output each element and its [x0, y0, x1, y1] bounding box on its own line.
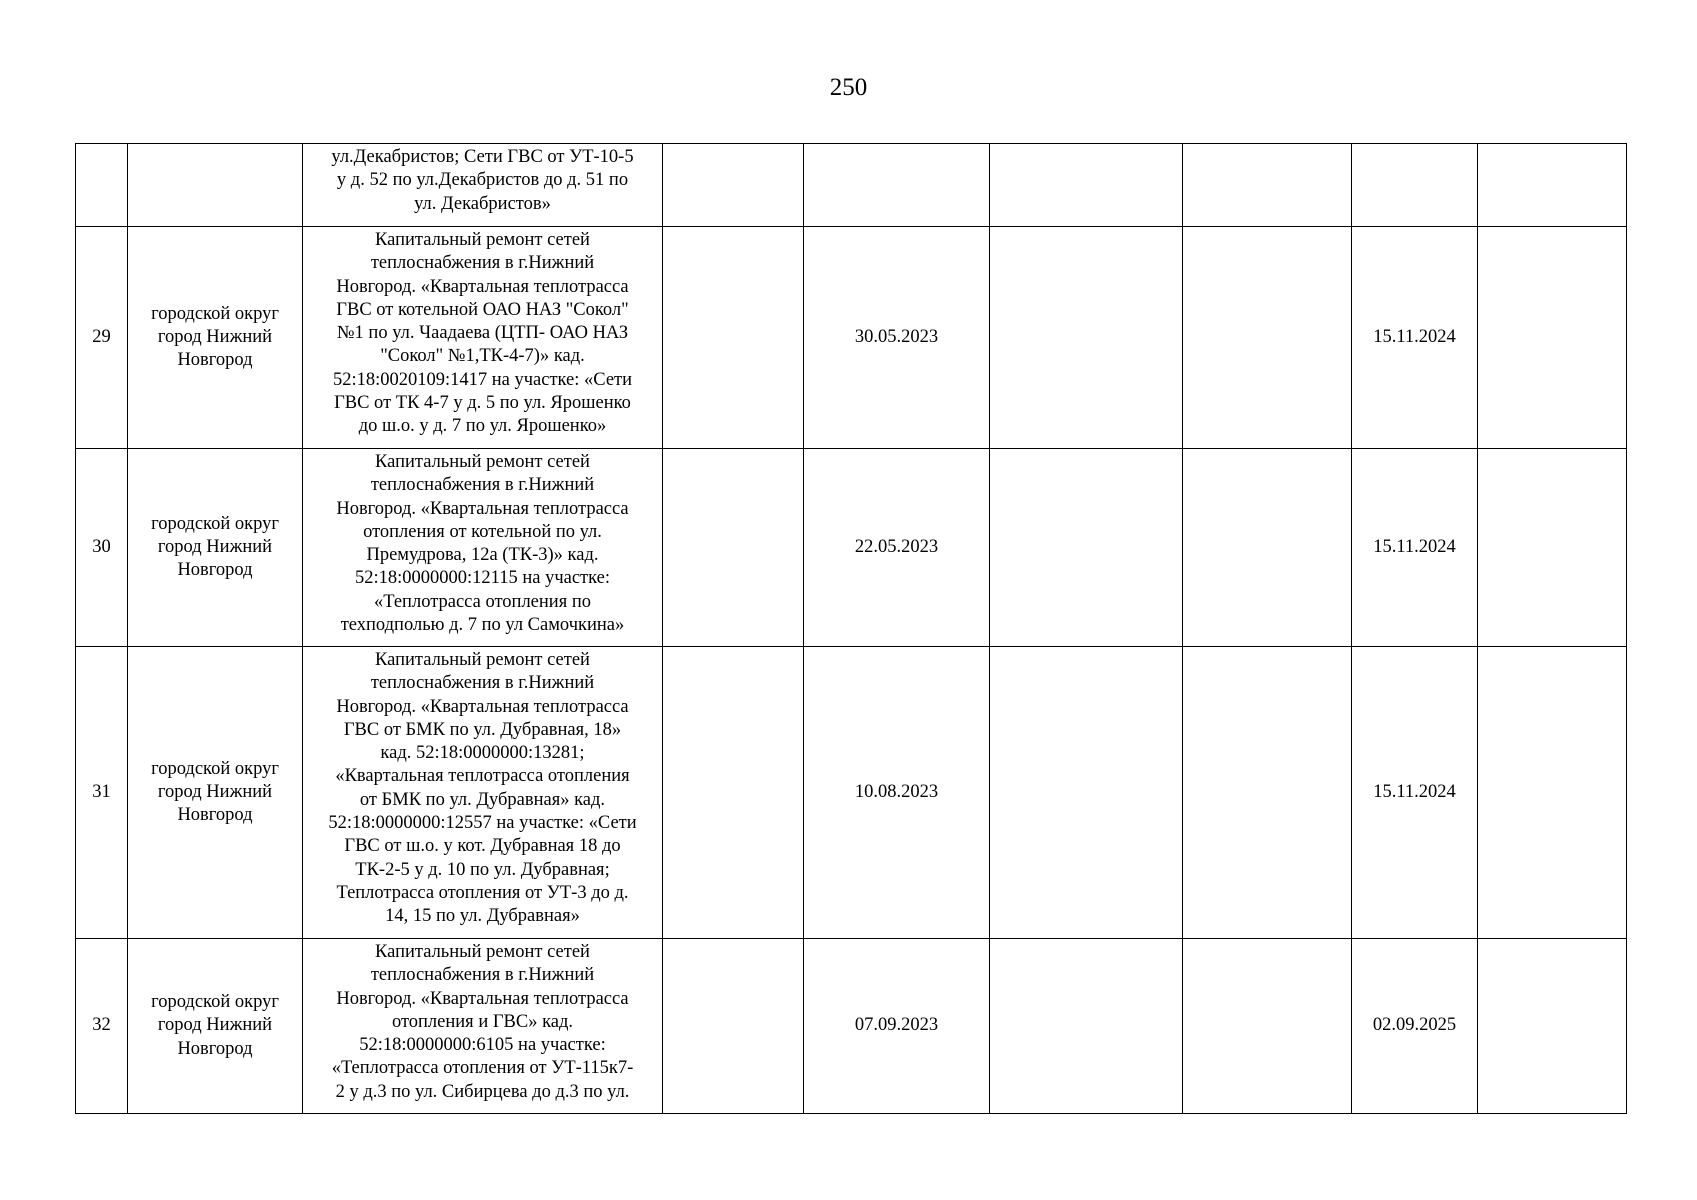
- description-line: 52:18:0000000:12115 на участке:: [354, 568, 611, 589]
- description-cell: [303, 144, 663, 227]
- row-number-cell: 29: [76, 227, 128, 449]
- row-number-cell: 31: [76, 647, 128, 939]
- description-line: Новгород. «Квартальная теплотрасса: [336, 498, 629, 519]
- description-line: ГВС от ш.о. у кот. Дубравная 18 до: [344, 836, 621, 857]
- empty-cell: [1478, 227, 1627, 449]
- description-line: ГВС от котельной ОАО НАЗ "Сокол": [336, 299, 629, 320]
- empty-cell: [990, 449, 1183, 647]
- empty-cell: [663, 227, 804, 449]
- end-date-cell: 02.09.2025: [1352, 939, 1478, 1114]
- empty-cell: [1478, 939, 1627, 1114]
- municipality-cell: городской округ город Нижний Новгород: [128, 227, 303, 449]
- description-line: Новгород. «Квартальная теплотрасса: [336, 276, 629, 297]
- table-row: [76, 939, 1627, 1114]
- municipality-cell: городской округ город Нижний Новгород: [128, 449, 303, 647]
- description-line: 52:18:0000000:12557 на участке: «Сети: [328, 813, 637, 834]
- description-line: «Квартальная теплотрасса отопления: [335, 766, 630, 787]
- description-line: «Теплотрасса отопления по: [374, 591, 591, 612]
- description-line: ул. Декабристов»: [414, 193, 551, 214]
- description-cell: [303, 449, 663, 647]
- empty-cell: [1478, 647, 1627, 939]
- table-row: [76, 449, 1627, 647]
- start-date-cell: 07.09.2023: [804, 939, 990, 1114]
- description-cell: [303, 647, 663, 939]
- end-date-cell: [1352, 144, 1478, 227]
- page-number: 250: [829, 74, 868, 101]
- empty-cell: [663, 144, 804, 227]
- description-line: 52:18:0000000:6105 на участке:: [359, 1035, 606, 1056]
- start-date-cell: 22.05.2023: [804, 449, 990, 647]
- description-line: теплоснабжения в г.Нижний: [370, 673, 595, 694]
- empty-cell: [990, 939, 1183, 1114]
- description-line: Капитальный ремонт сетей: [375, 230, 590, 250]
- description-line: Новгород. «Квартальная теплотрасса: [336, 696, 629, 717]
- description-line: ГВС от ТК 4-7 у д. 5 по ул. Ярошенко: [334, 393, 631, 414]
- empty-cell: [990, 144, 1183, 227]
- description-line: ул.Декабристов; Сети ГВС от УТ-10-5: [331, 147, 634, 167]
- empty-cell: [663, 647, 804, 939]
- description-line: Новгород. «Квартальная теплотрасса: [336, 988, 629, 1009]
- description-line: теплоснабжения в г.Нижний: [370, 965, 595, 986]
- empty-cell: [990, 227, 1183, 449]
- description-line: №1 по ул. Чаадаева (ЦТП- ОАО НАЗ: [336, 323, 629, 344]
- description-line: теплоснабжения в г.Нижний: [370, 475, 595, 496]
- empty-cell: [663, 449, 804, 647]
- description-line: Капитальный ремонт сетей: [375, 942, 590, 962]
- municipality-cell: городской округ город Нижний Новгород: [128, 647, 303, 939]
- description-line: техподполью д. 7 по ул Самочкина»: [340, 615, 625, 636]
- description-line: у д. 52 по ул.Декабристов до д. 51 по: [336, 170, 629, 191]
- table-row: [76, 647, 1627, 939]
- description-line: отопления и ГВС» кад.: [391, 1011, 574, 1032]
- description-line: 14, 15 по ул. Дубравная»: [385, 906, 580, 927]
- description-line: кад. 52:18:0000000:13281;: [380, 743, 585, 764]
- empty-cell: [1183, 449, 1352, 647]
- empty-cell: [1183, 227, 1352, 449]
- row-number-cell: 30: [76, 449, 128, 647]
- empty-cell: [1183, 144, 1352, 227]
- description-cell: [303, 939, 663, 1114]
- empty-cell: [1183, 939, 1352, 1114]
- start-date-cell: 30.05.2023: [804, 227, 990, 449]
- description-line: «Теплотрасса отопления от УТ-115к7-: [331, 1058, 634, 1079]
- description-line: 2 у д.3 по ул. Сибирцева до д.3 по ул.: [335, 1081, 630, 1102]
- description-line: до ш.о. у д. 7 по ул. Ярошенко»: [358, 416, 607, 437]
- works-table: [75, 143, 1627, 1114]
- table-row: [76, 144, 1627, 227]
- empty-cell: [990, 647, 1183, 939]
- municipality-cell: городской округ город Нижний Новгород: [128, 939, 303, 1114]
- row-number-cell: 32: [76, 939, 128, 1114]
- description-line: Капитальный ремонт сетей: [375, 452, 590, 472]
- end-date-cell: 15.11.2024: [1352, 647, 1478, 939]
- municipality-cell: [128, 144, 303, 227]
- description-line: "Сокол" №1,ТК-4-7)» кад.: [380, 346, 585, 367]
- description-line: 52:18:0020109:1417 на участке: «Сети: [332, 369, 633, 390]
- empty-cell: [1478, 449, 1627, 647]
- description-cell: [303, 227, 663, 449]
- row-number-cell: [76, 144, 128, 227]
- start-date-cell: [804, 144, 990, 227]
- end-date-cell: 15.11.2024: [1352, 449, 1478, 647]
- empty-cell: [1478, 144, 1627, 227]
- start-date-cell: 10.08.2023: [804, 647, 990, 939]
- empty-cell: [663, 939, 804, 1114]
- table-row: [76, 227, 1627, 449]
- description-line: от БМК по ул. Дубравная» кад.: [359, 789, 606, 810]
- description-line: Премудрова, 12а (ТК-3)» кад.: [366, 545, 599, 566]
- empty-cell: [1183, 647, 1352, 939]
- description-line: ГВС от БМК по ул. Дубравная, 18»: [343, 719, 622, 740]
- description-line: Теплотрасса отопления от УТ-3 до д.: [336, 882, 629, 903]
- description-line: отопления от котельной по ул.: [363, 521, 602, 542]
- end-date-cell: 15.11.2024: [1352, 227, 1478, 449]
- description-line: теплоснабжения в г.Нижний: [370, 253, 595, 274]
- description-line: Капитальный ремонт сетей: [375, 650, 590, 670]
- description-line: ТК-2-5 у д. 10 по ул. Дубравная;: [355, 859, 610, 880]
